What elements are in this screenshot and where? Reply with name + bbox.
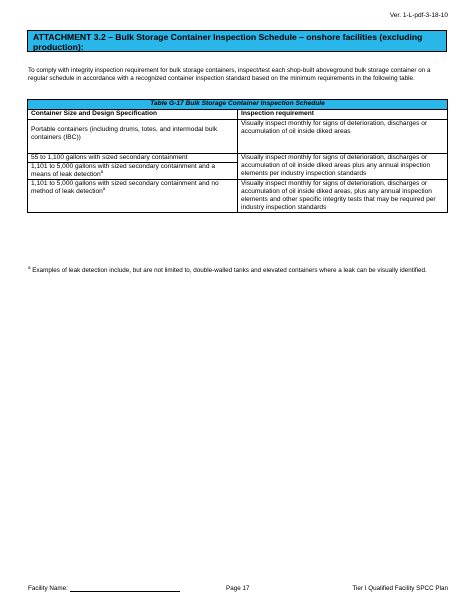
footnote: $^a$ Examples of leak detection include, but are not limited to, double-walled tanks and elevated containers where a leak can be visually identified. bbox=[28, 264, 427, 274]
size-cell: Portable containers (including drums, totes, and intermodal bulk containers (IBC)) bbox=[28, 120, 238, 154]
table-row bbox=[28, 120, 448, 154]
header-size: Container Size and Design Specification bbox=[28, 110, 238, 120]
plan-title: Tier I Qualified Facility SPCC Plan bbox=[352, 585, 448, 592]
inspection-schedule-table bbox=[27, 99, 448, 213]
footnote-marker: a bbox=[102, 185, 106, 191]
footnote-marker: a bbox=[28, 264, 31, 270]
facility-name-line bbox=[70, 585, 180, 592]
table-title: Table G-17 Bulk Storage Container Inspection Schedule bbox=[28, 100, 448, 110]
header-requirement: Inspection requirement bbox=[238, 110, 448, 120]
footnote-marker: a bbox=[100, 168, 104, 174]
size-subcell: 1,101 to 5,000 gallons with sized secondary containment and a means of leak detection$^a$ bbox=[28, 162, 237, 179]
page-number: Page 17 bbox=[226, 585, 250, 592]
table-row bbox=[28, 154, 448, 180]
size-cell: 1,101 to 5,000 gallons with sized secondary containment and no method of leak detection$^a$ bbox=[28, 180, 238, 213]
facility-name-field: Facility Name: bbox=[28, 585, 180, 592]
requirement-cell: Visually inspect monthly for signs of deterioration, discharges or accumulation of oil inside diked areas, plus any annual inspection elements and other specific integrity tests that may be required per industry inspection standards bbox=[238, 180, 448, 213]
table-row bbox=[28, 180, 448, 213]
size-subcell: 55 to 1,100 gallons with sized secondary containment bbox=[31, 154, 188, 161]
version-label: Ver. 1-L-pdf-3-18-10 bbox=[389, 12, 448, 19]
intro-paragraph: To comply with integrity inspection requirement for bulk storage containers, inspect/test each shop-built aboveground bulk storage container on a regular schedule in accordance with a recognized container inspection standard based on the minimum requirements in the following table. bbox=[28, 67, 431, 82]
attachment-title: ATTACHMENT 3.2 – Bulk Storage Container Inspection Schedule – onshore facilities (excluding production): bbox=[27, 30, 447, 52]
requirement-cell: Visually inspect monthly for signs of deterioration, discharges or accumulation of oil inside diked areas bbox=[238, 120, 448, 154]
requirement-cell: Visually inspect monthly for signs of deterioration, discharges or accumulation of oil inside diked areas plus any annual inspection elements per industry inspection standards bbox=[238, 154, 448, 180]
size-cell bbox=[28, 154, 238, 180]
